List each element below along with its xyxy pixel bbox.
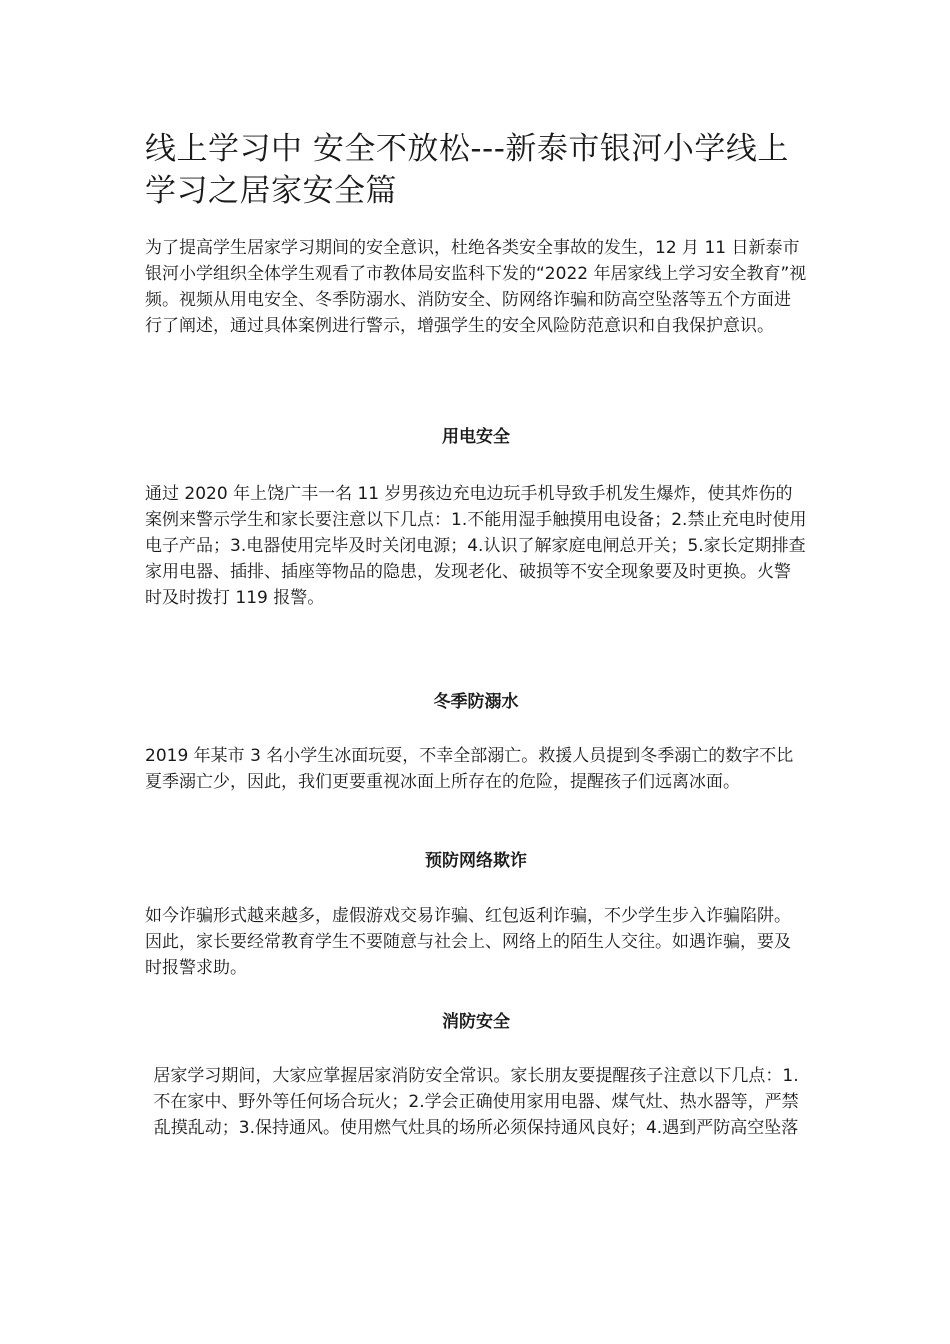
intro-paragraph: 为了提高学生居家学习期间的安全意识，杜绝各类安全事故的发生，12 月 11 日新泰市银河小学组织全体学生观看了市教体局安监科下发的“2022 年居家线上学习安全教育”视频。视频从用电安全、冬季防溺水、消防安全、防网络诈骗和防高空坠落等五个方面进行了阐述，通过具体案例进行警示，增强学生的安全风险防范意识和自我保护意识。 [145,238,807,336]
section-body-electricity: 通过 2020 年上饶广丰一名 11 岁男孩边充电边玩手机导致手机发生爆炸，使其炸伤的案例来警示学生和家长要注意以下几点：1.不能用湿手触摸用电设备；2.禁止充电时使用电子产品；3.电器使用完毕及时关闭电源；4.认识了解家庭电闸总开关；5.家长定期排查家用电器、插排、插座等物品的隐患，发现老化、破损等不安全现象要及时更换。火警时及时拨打 119 报警。 [145,484,807,608]
section-heading-winter-drowning: 冬季防溺水 [433,692,519,712]
section-body-fire-safety: 居家学习期间，大家应掌握居家消防安全常识。家长朋友要提醒孩子注意以下几点：1.不在家中、野外等任何场合玩火；2.学会正确使用家用电器、煤气灶、热水器等，严禁乱摸乱动；3.保持通风。使用燃气灶具的场所必须保持通风良好；4.遇到严防高空坠落 [153,1066,799,1138]
article-title: 线上学习中 安全不放松---新泰市银河小学线上学习之居家安全篇 [145,131,789,209]
section-heading-fire-safety: 消防安全 [442,1012,510,1032]
section-heading-online-fraud: 预防网络欺诈 [425,851,527,871]
section-heading-electricity: 用电安全 [442,427,510,447]
section-body-winter-drowning: 2019 年某市 3 名小学生冰面玩耍，不幸全部溺亡。救援人员提到冬季溺亡的数字不比夏季溺亡少，因此，我们更要重视冰面上所存在的危险，提醒孩子们远离冰面。 [145,746,794,792]
section-body-online-fraud: 如今诈骗形式越来越多，虚假游戏交易诈骗、红包返利诈骗，不少学生步入诈骗陷阱。因此，家长要经常教育学生不要随意与社会上、网络上的陌生人交往。如遇诈骗，要及时报警求助。 [145,906,791,978]
